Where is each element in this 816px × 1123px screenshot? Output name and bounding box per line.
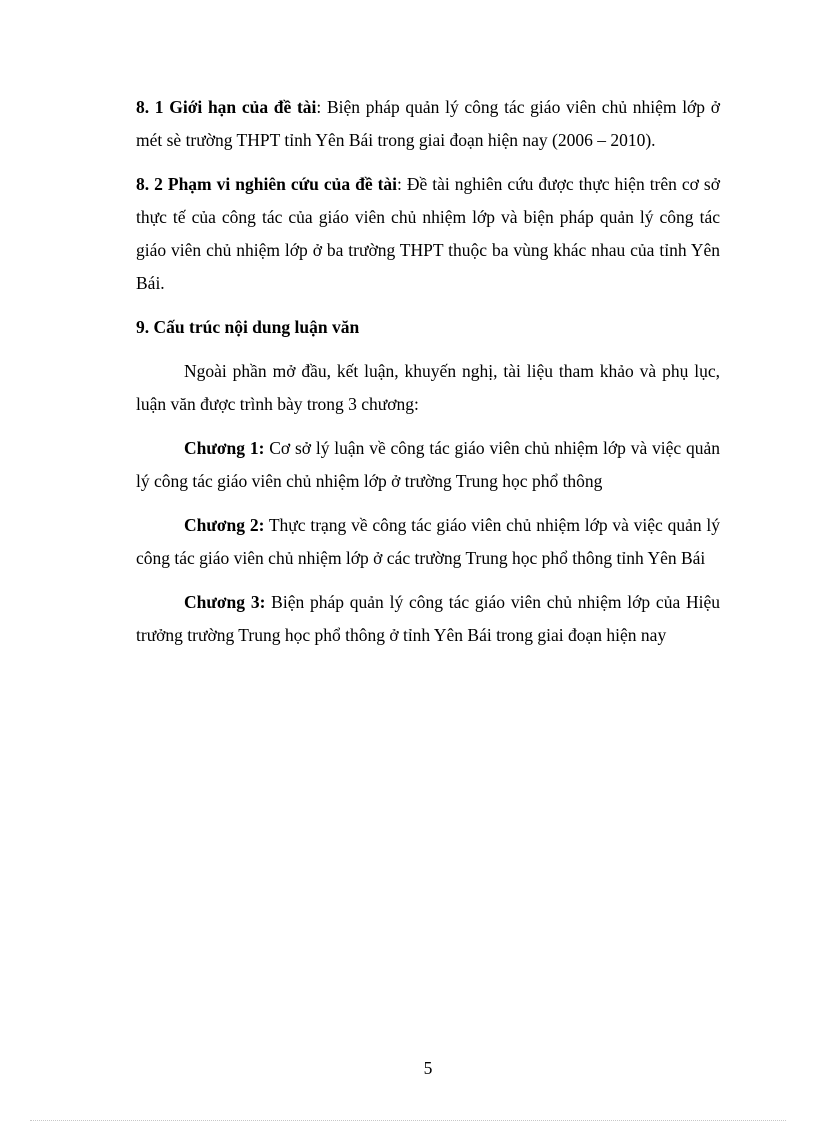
- chapter-1-label: Chương 1:: [184, 438, 265, 458]
- chapter-3-label: Chương 3:: [184, 592, 266, 612]
- section-9-heading: 9. Cấu trúc nội dung luận văn: [136, 317, 360, 337]
- chapter-1-paragraph: [136, 432, 720, 498]
- page-number: 5: [423, 1058, 433, 1078]
- section-8-2: [136, 168, 720, 300]
- intro-paragraph: Ngoài phần mở đầu, kết luận, khuyến nghị, tài liệu tham khảo và phụ lục, luận văn được trình bày trong 3 chương:: [136, 361, 720, 414]
- chapter-2-label: Chương 2:: [184, 515, 265, 535]
- chapter-3-text: Biện pháp quản lý công tác giáo viên chủ nhiệm lớp của Hiệu trưởng trường Trung học phổ thông ở tỉnh Yên Bái trong giai đoạn hiện nay: [136, 592, 720, 645]
- chapter-3-paragraph: [136, 586, 720, 652]
- page-body: [136, 91, 720, 663]
- section-8-1-text: : Biện pháp quản lý công tác giáo viên chủ nhiệm lớp ở mét sè trường THPT tỉnh Yên Bái trong giai đoạn hiện nay (2006 – 2010).: [136, 97, 720, 150]
- page-bottom-divider: [30, 1120, 786, 1121]
- section-8-2-text: : Đề tài nghiên cứu được thực hiện trên cơ sở thực tế của công tác của giáo viên chủ nhiệm lớp và biện pháp quản lý công tác giáo viên chủ nhiệm lớp ở ba trường THPT thuộc ba vùng khác nhau của tỉnh Yên Bái.: [136, 174, 720, 293]
- chapter-2-text: Thực trạng về công tác giáo viên chủ nhiệm lớp và việc quản lý công tác giáo viên chủ nhiệm lớp ở các trường Trung học phổ thông tỉnh Yên Bái: [136, 515, 720, 568]
- section-8-1-heading: 8. 1 Giới hạn của đề tài: [136, 97, 317, 117]
- chapter-1-text: Cơ sở lý luận về công tác giáo viên chủ nhiệm lớp và việc quản lý công tác giáo viên chủ nhiệm lớp ở trường Trung học phổ thông: [136, 438, 721, 491]
- section-8-1: [136, 91, 720, 157]
- chapter-2-paragraph: [136, 509, 720, 575]
- section-8-2-heading: 8. 2 Phạm vi nghiên cứu của đề tài: [136, 174, 398, 194]
